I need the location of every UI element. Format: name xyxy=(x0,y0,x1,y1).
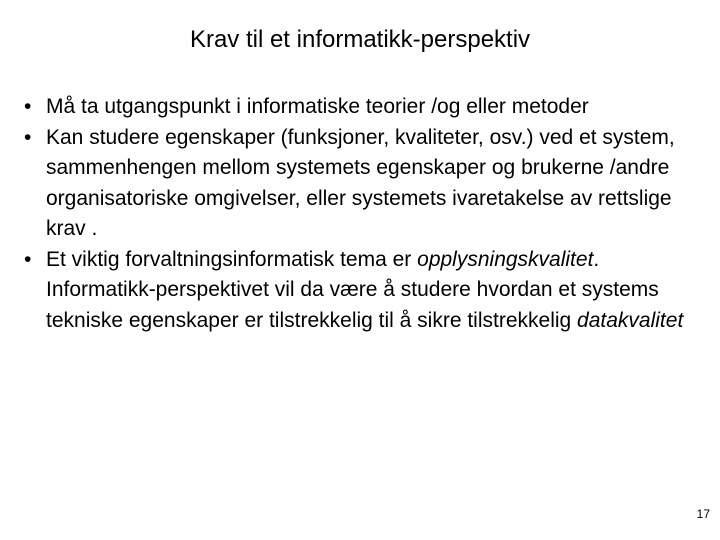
bullet-icon: • xyxy=(24,95,32,118)
bullet-icon: • xyxy=(24,125,32,149)
bullet-text: Må ta utgangspunkt i informatiske teorier /og eller metoder xyxy=(46,95,589,118)
slide-title: Krav til et informatikk-perspektiv xyxy=(189,26,531,53)
bullet-item xyxy=(24,123,700,245)
emphasized-term: datakvalitet xyxy=(577,308,684,332)
bullet-text: Kan studere egenskaper (funksjoner, kvaliteter, osv.) ved et system, sammenhengen mellom systemets egenskaper og brukerne /andre organisatoriske omgivelser, eller systemets ivaretakelse av rettslige krav . xyxy=(46,125,675,240)
bullet-list xyxy=(24,92,700,336)
bullet-icon: • xyxy=(24,247,32,271)
bullet-item xyxy=(24,92,700,123)
bullet-item xyxy=(24,245,700,337)
page-number: 17 xyxy=(696,507,710,521)
emphasized-term: opplysningskvalitet xyxy=(417,247,594,271)
bullet-text-part: Et viktig forvaltningsinformatisk tema er xyxy=(46,247,418,271)
bullet-text-part: . Informatikk-perspektivet vil da være å studere hvordan et systems tekniske egenskaper er tilstrekkelig til å sikre tilstrekkelig xyxy=(46,247,659,332)
